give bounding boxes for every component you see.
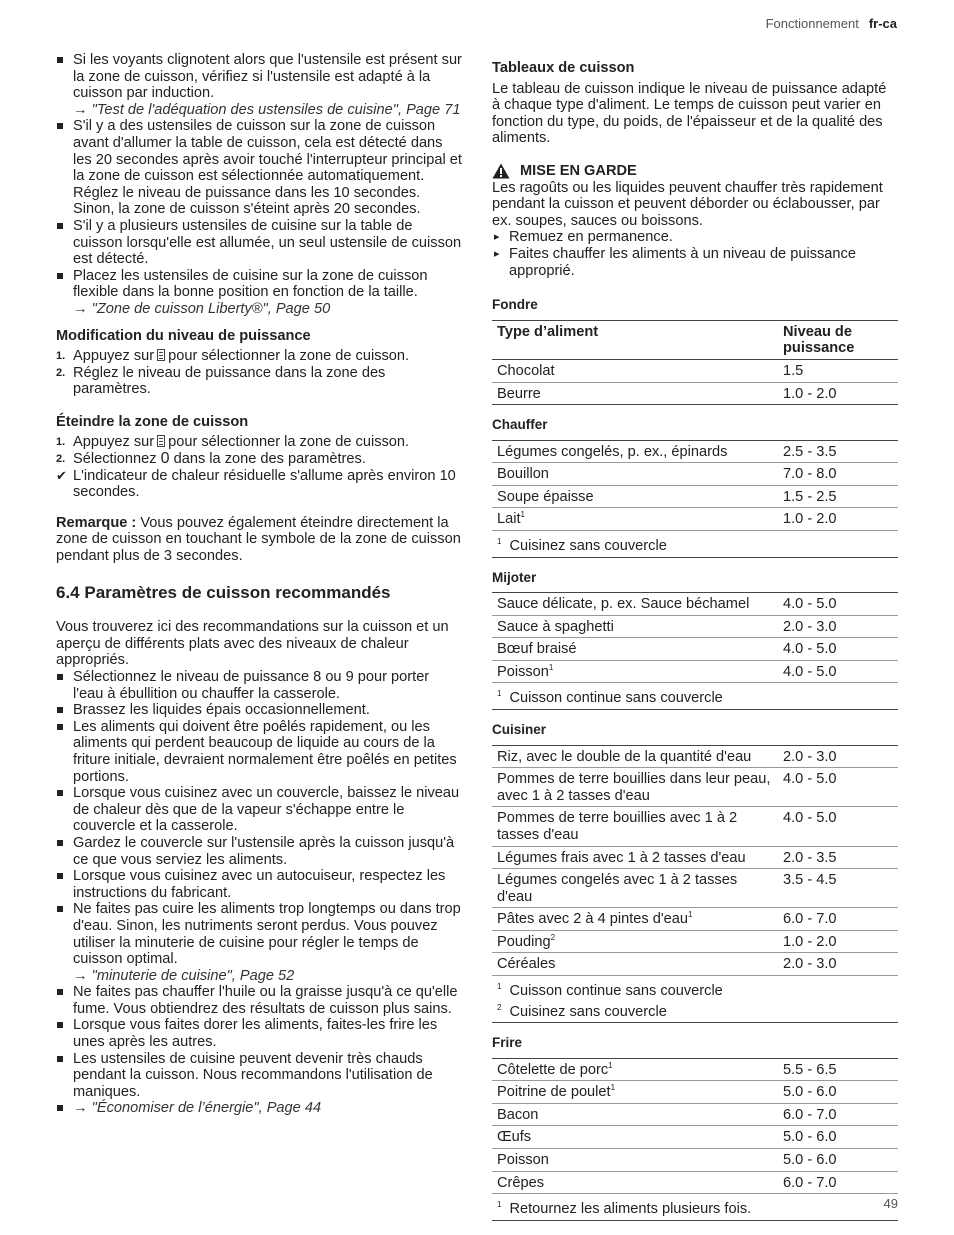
list-item: Gardez le couvercle sur l'ustensile après la cuisson jusqu'à ce que vous serviez les aliments. bbox=[56, 835, 462, 868]
table-row bbox=[492, 1148, 898, 1171]
table-row bbox=[492, 440, 898, 463]
col-level-header: Niveau de puissance bbox=[778, 320, 898, 359]
food-cell: Sauce à spaghetti bbox=[492, 615, 778, 638]
warning-action-item: ▸ Remuez en permanence. bbox=[492, 229, 898, 246]
zone-select-icon bbox=[157, 349, 165, 361]
warning-action-item: ▸ Faites chauffer les aliments à un niveau de puissance approprié. bbox=[492, 246, 898, 279]
cross-reference-link[interactable]: → "Test de l'adéquation des ustensiles de cuisine", Page 71 bbox=[73, 101, 461, 118]
modif-step-2: 2. Réglez le niveau de puissance dans la zone des paramètres. bbox=[56, 364, 386, 398]
level-cell: 3.5 - 4.5 bbox=[778, 869, 898, 908]
footnote-marker: 1 bbox=[688, 910, 693, 920]
level-cell: 6.0 - 7.0 bbox=[778, 908, 898, 931]
bullet-list-recommendations bbox=[56, 669, 462, 1100]
food-cell: Bouillon bbox=[492, 463, 778, 486]
eteindre-steps bbox=[56, 434, 462, 467]
table-row bbox=[492, 846, 898, 869]
section-intro: Vous trouverez ici des recommandations sur la cuisson et un aperçu de différents plats avec des niveaux de chaleur appropriés. bbox=[56, 619, 449, 669]
footnote: $^1$ Cuisson continue sans couvercle bbox=[497, 689, 723, 707]
level-cell: 2.5 - 3.5 bbox=[778, 440, 898, 463]
page-number: 49 bbox=[883, 1196, 898, 1211]
footnote-marker: 1 bbox=[520, 510, 525, 520]
note: Remarque : Vous pouvez également éteindre directement la zone de cuisson en touchant le symbole de la zone de cuisson pendant plus de 3 secondes. bbox=[56, 514, 461, 565]
table-row bbox=[492, 807, 898, 846]
level-cell: 7.0 - 8.0 bbox=[778, 463, 898, 486]
table-row bbox=[492, 593, 898, 616]
table-row bbox=[492, 660, 898, 683]
food-cell: Légumes congelés avec 1 à 2 tasses d'eau bbox=[492, 869, 778, 908]
food-cell: Riz, avec le double de la quantité d'eau bbox=[492, 745, 778, 768]
cross-reference-link[interactable]: → "minuterie de cuisine", Page 52 bbox=[73, 967, 295, 984]
table-row bbox=[492, 485, 898, 508]
header-lang: fr-ca bbox=[868, 16, 897, 31]
table-footnotes bbox=[492, 1194, 898, 1220]
food-cell: Bacon bbox=[492, 1103, 778, 1126]
level-cell: 4.0 - 5.0 bbox=[778, 807, 898, 846]
cross-reference-link[interactable]: → "Zone de cuisson Liberty®", Page 50 bbox=[73, 300, 331, 317]
level-cell: 4.0 - 5.0 bbox=[778, 768, 898, 807]
footnote: $^1$ Cuisson continue sans couvercle bbox=[497, 982, 723, 999]
zone-select-icon bbox=[157, 435, 165, 447]
level-cell: 5.0 - 6.0 bbox=[778, 1081, 898, 1104]
right-column bbox=[492, 60, 898, 1221]
bullet-list-last bbox=[56, 1100, 462, 1117]
table-row bbox=[492, 1171, 898, 1194]
food-cell: Beurre bbox=[492, 382, 778, 405]
table-header-row bbox=[492, 320, 898, 359]
food-cell: Poisson$^1$ bbox=[492, 660, 778, 683]
level-cell: 6.0 - 7.0 bbox=[778, 1171, 898, 1194]
table-caption-chauffer: Chauffer bbox=[492, 417, 548, 433]
table-row bbox=[492, 615, 898, 638]
level-cell: 5.5 - 6.5 bbox=[778, 1058, 898, 1081]
level-cell: 4.0 - 5.0 bbox=[778, 660, 898, 683]
list-item: S'il y a plusieurs ustensiles de cuisine sur la table de cuisson lorsqu'elle est allumée, un seul ustensile de cuisson est détecté. bbox=[56, 218, 462, 268]
footnote: $^1$ Retournez les aliments plusieurs fois. bbox=[497, 1200, 752, 1217]
warning-actions bbox=[492, 229, 898, 279]
level-cell: 6.0 - 7.0 bbox=[778, 1103, 898, 1126]
level-cell: 1.0 - 2.0 bbox=[778, 382, 898, 405]
list-item: Placez les ustensiles de cuisine sur la zone de cuisson flexible dans la bonne position en fonction de la taille. → "Zone de cuisson Liberty®", Page 50 bbox=[56, 268, 462, 318]
food-cell: Sauce délicate, p. ex. Sauce béchamel bbox=[492, 593, 778, 616]
food-cell: Poisson bbox=[492, 1148, 778, 1171]
eteindre-step-1: 1. Appuyez sur pour sélectionner la zone de cuisson. bbox=[56, 434, 410, 451]
food-cell: Légumes frais avec 1 à 2 tasses d'eau bbox=[492, 846, 778, 869]
level-cell: 1.0 - 2.0 bbox=[778, 508, 898, 531]
bullet-list-detection bbox=[56, 52, 462, 318]
level-cell: 2.0 - 3.0 bbox=[778, 953, 898, 976]
table-row bbox=[492, 869, 898, 908]
food-cell: Légumes congelés, p. ex., épinards bbox=[492, 440, 778, 463]
list-item: S'il y a des ustensiles de cuisson sur la zone de cuisson avant d'allumer la table de cuisson, cela est détecté dans les 20 secondes après avoir touché l'interrupteur principal et la zone de cuisson est sélectionnée automatiquement. Réglez le niveau de puissance dans les 10 secondes. Sinon, la zone de cuisson s'éteint après 20 secondes. bbox=[56, 118, 462, 218]
table-chauffer bbox=[492, 440, 898, 558]
level-cell: 4.0 - 5.0 bbox=[778, 638, 898, 661]
table-row bbox=[492, 463, 898, 486]
section-heading: 6.4 Paramètres de cuisson recommandés bbox=[56, 582, 391, 602]
table-row bbox=[492, 1126, 898, 1149]
footnote: $^1$ Cuisinez sans couvercle bbox=[497, 537, 667, 554]
food-cell: Céréales bbox=[492, 953, 778, 976]
table-caption-frire: Frire bbox=[492, 1034, 523, 1050]
footnote-marker: 1 bbox=[610, 1083, 616, 1093]
col-food-header: Type d’aliment bbox=[492, 320, 778, 359]
list-item: Lorsque vous faites dorer les aliments, faites-les frire les unes après les autres. bbox=[56, 1017, 462, 1050]
list-item: Les ustensiles de cuisine peuvent devenir très chauds pendant la cuisson. Nous recommandons l'utilisation de maniques. bbox=[56, 1051, 462, 1101]
table-caption-cuisiner: Cuisiner bbox=[492, 721, 547, 737]
food-cell: Crêpes bbox=[492, 1171, 778, 1194]
warning-text: Les ragoûts ou les liquides peuvent chauffer très rapidement pendant la cuisson et peuvent déborder ou éclabousser, par ex. soupes, sauces ou boissons. bbox=[492, 179, 883, 229]
list-item: Brassez les liquides épais occasionnellement. bbox=[56, 702, 462, 719]
table-row bbox=[492, 908, 898, 931]
food-cell: Chocolat bbox=[492, 359, 778, 382]
footnote-marker: 2 bbox=[550, 933, 556, 943]
level-cell: 1.5 bbox=[778, 359, 898, 382]
table-mijoter bbox=[492, 592, 898, 710]
table-fondre bbox=[492, 320, 898, 405]
food-cell: Pommes de terre bouillies dans leur peau, avec 1 à 2 tasses d'eau bbox=[492, 768, 778, 807]
table-row bbox=[492, 508, 898, 531]
table-caption-mijoter: Mijoter bbox=[492, 569, 537, 585]
food-cell: Œufs bbox=[492, 1126, 778, 1149]
list-item bbox=[56, 1100, 462, 1117]
footnote: $^2$ Cuisinez sans couvercle bbox=[497, 1002, 667, 1020]
table-footnotes bbox=[492, 683, 898, 709]
level-cell: 2.0 - 3.0 bbox=[778, 615, 898, 638]
table-frire bbox=[492, 1058, 898, 1221]
table-row bbox=[492, 930, 898, 953]
table-row bbox=[492, 1058, 898, 1081]
zero-symbol: 0 bbox=[160, 450, 170, 468]
list-item: Ne faites pas chauffer l'huile ou la graisse jusqu'à ce qu'elle fume. Vous obtiendrez des résultats de cuisson plus sains. bbox=[56, 984, 462, 1017]
running-header bbox=[766, 16, 897, 33]
table-row bbox=[492, 953, 898, 976]
list-item: Sélectionnez le niveau de puissance 8 ou 9 pour porter l'eau à ébullition ou chauffer la casserole. bbox=[56, 669, 462, 702]
checkmark-icon: ✔ bbox=[56, 467, 67, 483]
table-caption-fondre: Fondre bbox=[492, 297, 538, 313]
footnote-marker: 1 bbox=[608, 1060, 613, 1070]
result-line: ✔ L'indicateur de chaleur résiduelle s'allume après environ 10 secondes. bbox=[56, 467, 456, 501]
arrow-right-icon: → bbox=[73, 1100, 92, 1117]
level-cell: 5.0 - 6.0 bbox=[778, 1148, 898, 1171]
table-row bbox=[492, 359, 898, 382]
table-row bbox=[492, 1081, 898, 1104]
table-row bbox=[492, 382, 898, 405]
food-cell: Soupe épaisse bbox=[492, 485, 778, 508]
table-row bbox=[492, 1103, 898, 1126]
level-cell: 2.0 - 3.5 bbox=[778, 846, 898, 869]
arrow-right-icon: → bbox=[73, 967, 92, 984]
arrow-right-icon: → bbox=[73, 101, 92, 118]
list-item: Si les voyants clignotent alors que l'ustensile est présent sur la zone de cuisson, vérifiez si l'ustensile est adapté à la cuisson par induction. → "Test de l'adéquation des ustensiles de cuisine", Page 71 bbox=[56, 52, 462, 118]
level-cell: 2.0 - 3.0 bbox=[778, 745, 898, 768]
level-cell: 4.0 - 5.0 bbox=[778, 593, 898, 616]
food-cell: Bœuf braisé bbox=[492, 638, 778, 661]
table-cuisiner bbox=[492, 745, 898, 1023]
warning-triangle-icon bbox=[492, 163, 510, 179]
table-footnotes bbox=[492, 976, 898, 1023]
arrow-right-icon: → bbox=[73, 300, 92, 317]
eteindre-heading: Éteindre la zone de cuisson bbox=[56, 413, 249, 430]
food-cell: Côtelette de porc$^1$ bbox=[492, 1058, 778, 1081]
table-footnotes bbox=[492, 531, 898, 557]
tables-intro: Le tableau de cuisson indique le niveau de puissance adapté à chaque type d'aliment. Le temps de cuisson peut varier en fonction du type, du poids, de l'épaisseur et de la qualité des aliments. bbox=[492, 80, 887, 147]
warning-heading: MISE EN GARDE bbox=[492, 163, 898, 180]
cross-reference-link[interactable]: → "Économiser de l’énergie", Page 44 bbox=[73, 1100, 322, 1117]
modif-step-1: 1. Appuyez sur pour sélectionner la zone de cuisson. bbox=[56, 348, 410, 365]
level-cell: 1.0 - 2.0 bbox=[778, 930, 898, 953]
modif-heading: Modification du niveau de puissance bbox=[56, 327, 311, 344]
level-cell: 5.0 - 6.0 bbox=[778, 1126, 898, 1149]
level-cell: 1.5 - 2.5 bbox=[778, 485, 898, 508]
food-cell: Pâtes avec 2 à 4 pintes d'eau$^1$ bbox=[492, 908, 778, 931]
list-item: Lorsque vous cuisinez avec un couvercle, baissez le niveau de chaleur dès que de la vapeur s'échappe entre le couvercle et la casserole. bbox=[56, 785, 462, 835]
table-row bbox=[492, 768, 898, 807]
food-cell: Lait$^1$ bbox=[492, 508, 778, 531]
list-item: Ne faites pas cuire les aliments trop longtemps ou dans trop d'eau. Sinon, les nutriments seront perdus. Vous pouvez utiliser la minuterie de cuisine pour régler le temps de cuisson optimal. → "minuterie de cuisine", Page 52 bbox=[56, 901, 462, 984]
list-item: Les aliments qui doivent être poêlés rapidement, ou les aliments qui perdent beaucoup de liquide au cours de la friture initiale, devraient normalement être poêlés en petites portions. bbox=[56, 719, 462, 785]
food-cell: Pouding$^2$ bbox=[492, 930, 778, 953]
modif-steps bbox=[56, 348, 462, 398]
header-section: Fonctionnement bbox=[765, 16, 859, 31]
footnote-marker: 1 bbox=[548, 663, 554, 673]
tables-heading: Tableaux de cuisson bbox=[492, 60, 635, 76]
list-item: Lorsque vous cuisinez avec un autocuiseur, respectez les instructions du fabricant. bbox=[56, 868, 462, 901]
table-row bbox=[492, 745, 898, 768]
eteindre-step-2: 2. Sélectionnez 0 dans la zone des paramètres. bbox=[56, 450, 366, 468]
table-row bbox=[492, 638, 898, 661]
left-column bbox=[56, 52, 462, 1117]
food-cell: Pommes de terre bouillies avec 1 à 2 tasses d'eau bbox=[492, 807, 778, 846]
food-cell: Poitrine de poulet$^1$ bbox=[492, 1081, 778, 1104]
